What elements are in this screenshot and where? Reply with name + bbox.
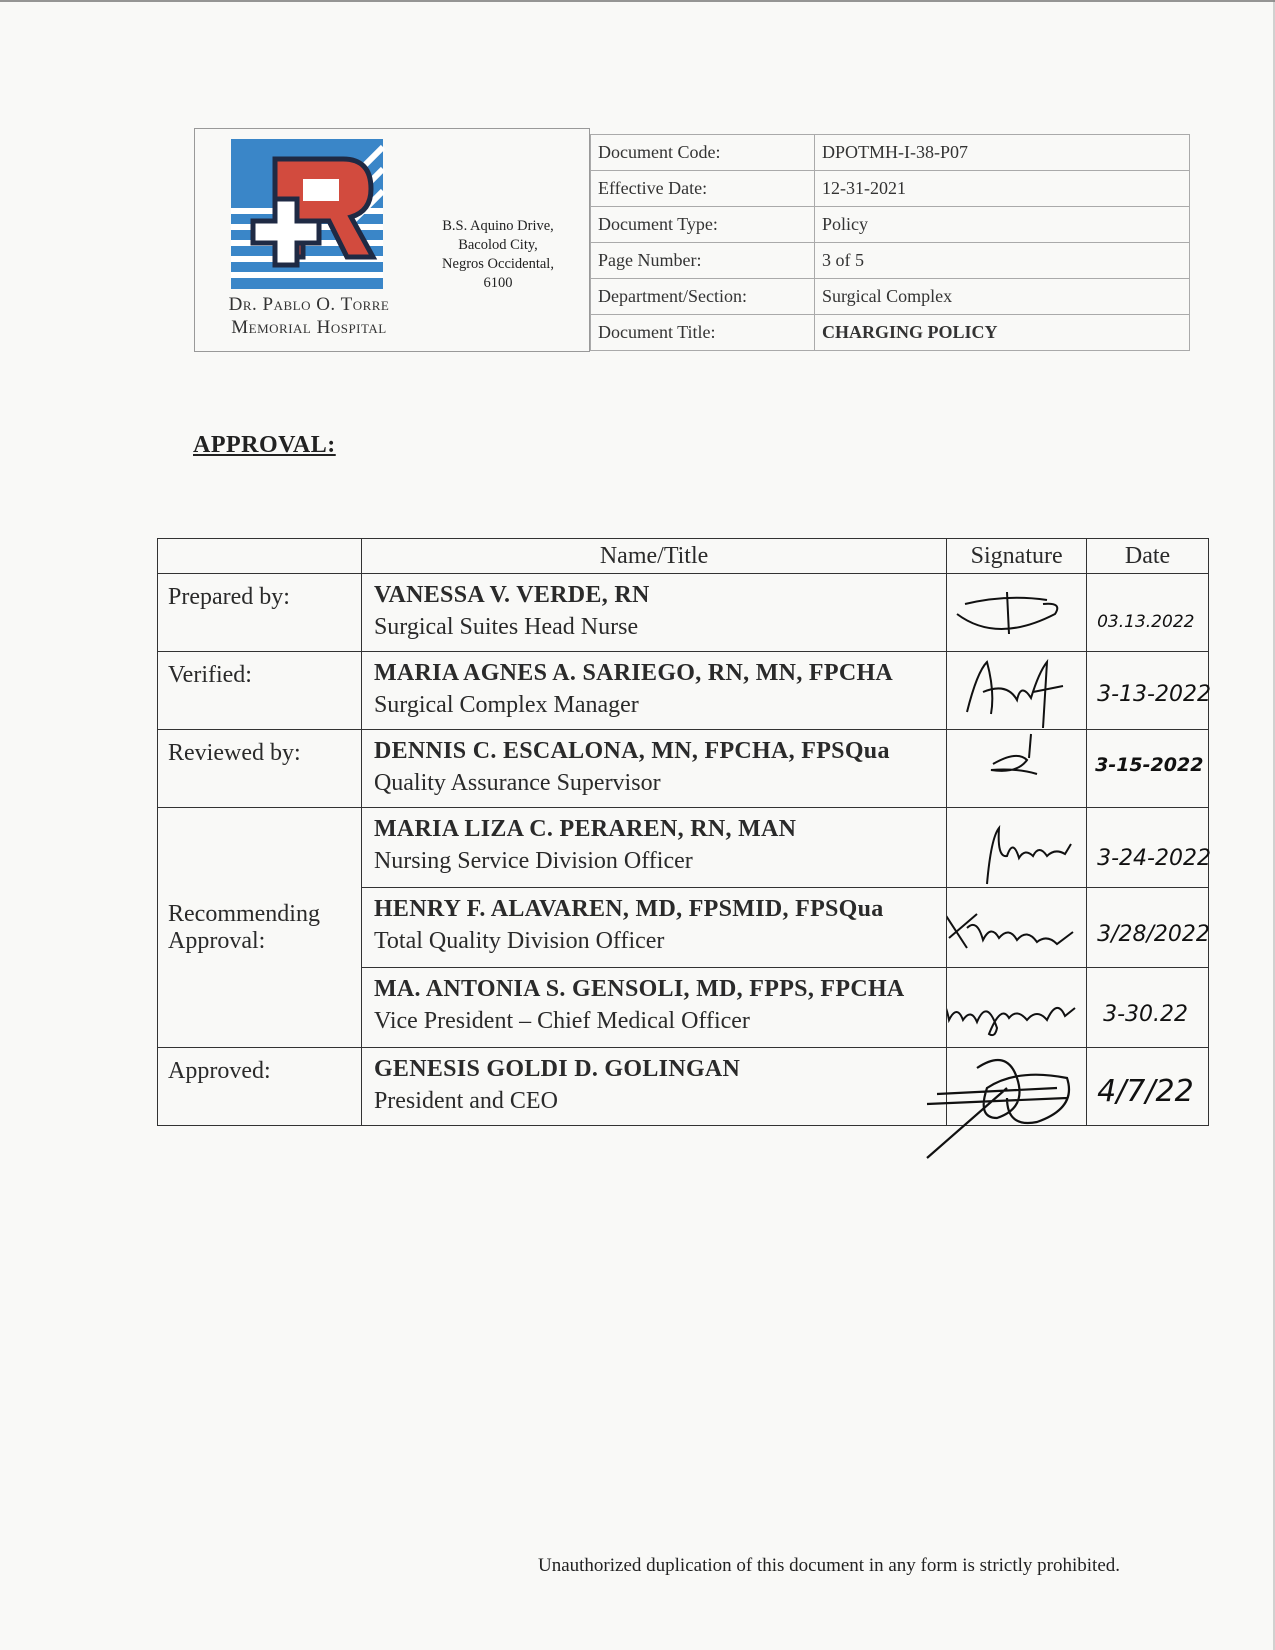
document-title-value: CHARGING POLICY — [815, 315, 1190, 351]
name-title-cell — [361, 652, 946, 730]
meta-row — [591, 207, 1190, 243]
document-metadata-table — [590, 134, 1190, 351]
signature-cell — [947, 1048, 1087, 1126]
name-title-cell — [361, 730, 946, 808]
signatory-title: Nursing Service Division Officer — [373, 848, 693, 874]
meta-value: Surgical Complex — [815, 279, 1190, 315]
hospital-logo — [231, 139, 391, 299]
meta-row — [591, 315, 1190, 351]
handwritten-date: 4/7/22 — [1097, 1074, 1194, 1109]
document-header — [194, 128, 1192, 360]
recommending-approval-label: Recommending Approval: — [168, 900, 320, 954]
handwritten-date: 3-15-2022 — [1095, 754, 1204, 776]
role-label — [158, 808, 362, 1048]
handwritten-date: 3-30.22 — [1103, 1002, 1189, 1027]
handwritten-date: 3-13-2022 — [1097, 682, 1211, 707]
meta-value: 12-31-2021 — [815, 171, 1190, 207]
name-title-cell — [361, 574, 946, 652]
approval-row — [158, 1048, 1209, 1126]
signature-cell — [947, 730, 1087, 808]
handwritten-signature — [947, 1048, 1087, 1126]
signatory-name: DENNIS C. ESCALONA, MN, FPCHA, FPSQua — [373, 738, 890, 764]
scan-edge-top — [0, 0, 1275, 2]
approval-table — [157, 538, 1209, 1126]
meta-label: Page Number: — [591, 243, 815, 279]
address-line: Negros Occidental, — [442, 256, 554, 272]
handwritten-signature — [947, 730, 1087, 808]
signatory-title: Surgical Suites Head Nurse — [373, 614, 639, 640]
signatory-name: MARIA AGNES A. SARIEGO, RN, MN, FPCHA — [373, 660, 894, 686]
signatory-name: VANESSA V. VERDE, RN — [373, 582, 650, 608]
meta-row — [591, 135, 1190, 171]
meta-row — [591, 171, 1190, 207]
date-header: Date — [1087, 539, 1209, 574]
signature-cell — [947, 888, 1087, 968]
handwritten-signature — [947, 808, 1087, 888]
signature-cell — [947, 808, 1087, 888]
date-cell — [1087, 730, 1209, 808]
name-title-cell — [361, 808, 946, 888]
address-line: 6100 — [483, 275, 513, 291]
handwritten-signature — [947, 652, 1087, 730]
name-title-header: Name/Title — [361, 539, 946, 574]
handwritten-date: 3/28/2022 — [1097, 922, 1210, 947]
signatory-name: GENESIS GOLDI D. GOLINGAN — [373, 1056, 741, 1082]
date-cell — [1087, 968, 1209, 1048]
approval-header-row — [158, 539, 1209, 574]
signatory-title: President and CEO — [373, 1088, 558, 1114]
hospital-name-line-2: Memorial Hospital — [231, 317, 387, 338]
meta-label: Document Title: — [591, 315, 815, 351]
name-title-cell — [361, 888, 946, 968]
address-line: Bacolod City, — [458, 237, 538, 253]
date-cell — [1087, 574, 1209, 652]
signature-cell — [947, 574, 1087, 652]
role-label: Verified: — [158, 652, 362, 730]
handwritten-signature — [947, 574, 1087, 652]
signatory-title: Quality Assurance Supervisor — [373, 770, 661, 796]
name-title-cell — [361, 1048, 946, 1126]
signatory-name: HENRY F. ALAVAREN, MD, FPSMID, FPSQua — [373, 896, 884, 922]
approval-row — [158, 808, 1209, 888]
signature-header: Signature — [947, 539, 1087, 574]
address-line: B.S. Aquino Drive, — [442, 218, 554, 234]
date-cell — [1087, 888, 1209, 968]
role-label: Reviewed by: — [158, 730, 362, 808]
signatory-name: MA. ANTONIA S. GENSOLI, MD, FPPS, FPCHA — [373, 976, 905, 1002]
signatory-name: MARIA LIZA C. PERAREN, RN, MAN — [373, 816, 797, 842]
hospital-name-line-1: Dr. Pablo O. Torre — [228, 294, 390, 315]
hospital-name — [199, 293, 419, 339]
role-label: Prepared by: — [158, 574, 362, 652]
approval-heading: APPROVAL: — [193, 432, 336, 458]
approval-row — [158, 574, 1209, 652]
handwritten-date: 03.13.2022 — [1097, 612, 1195, 632]
approval-row — [158, 652, 1209, 730]
signatory-title: Vice President – Chief Medical Officer — [373, 1008, 750, 1034]
date-cell — [1087, 808, 1209, 888]
meta-row — [591, 279, 1190, 315]
meta-value: Policy — [815, 207, 1190, 243]
signatory-title: Total Quality Division Officer — [373, 928, 665, 954]
handwritten-signature — [947, 888, 1087, 968]
meta-row — [591, 243, 1190, 279]
hospital-address — [423, 217, 573, 293]
meta-value: DPOTMH-I-38-P07 — [815, 135, 1190, 171]
meta-value: 3 of 5 — [815, 243, 1190, 279]
footer-notice: Unauthorized duplication of this document in any form is strictly prohibited. — [538, 1555, 1121, 1576]
logo-cell — [194, 128, 590, 352]
role-label: Approved: — [158, 1048, 362, 1126]
handwritten-date: 3-24-2022 — [1097, 846, 1211, 871]
approval-row — [158, 730, 1209, 808]
blank-header-cell — [158, 539, 362, 574]
signature-cell — [947, 652, 1087, 730]
name-title-cell — [361, 968, 946, 1048]
date-cell — [1087, 1048, 1209, 1126]
handwritten-signature — [947, 968, 1087, 1048]
date-cell — [1087, 652, 1209, 730]
meta-label: Document Code: — [591, 135, 815, 171]
meta-label: Document Type: — [591, 207, 815, 243]
signature-cell — [947, 968, 1087, 1048]
signatory-title: Surgical Complex Manager — [373, 692, 639, 718]
meta-label: Effective Date: — [591, 171, 815, 207]
meta-label: Department/Section: — [591, 279, 815, 315]
